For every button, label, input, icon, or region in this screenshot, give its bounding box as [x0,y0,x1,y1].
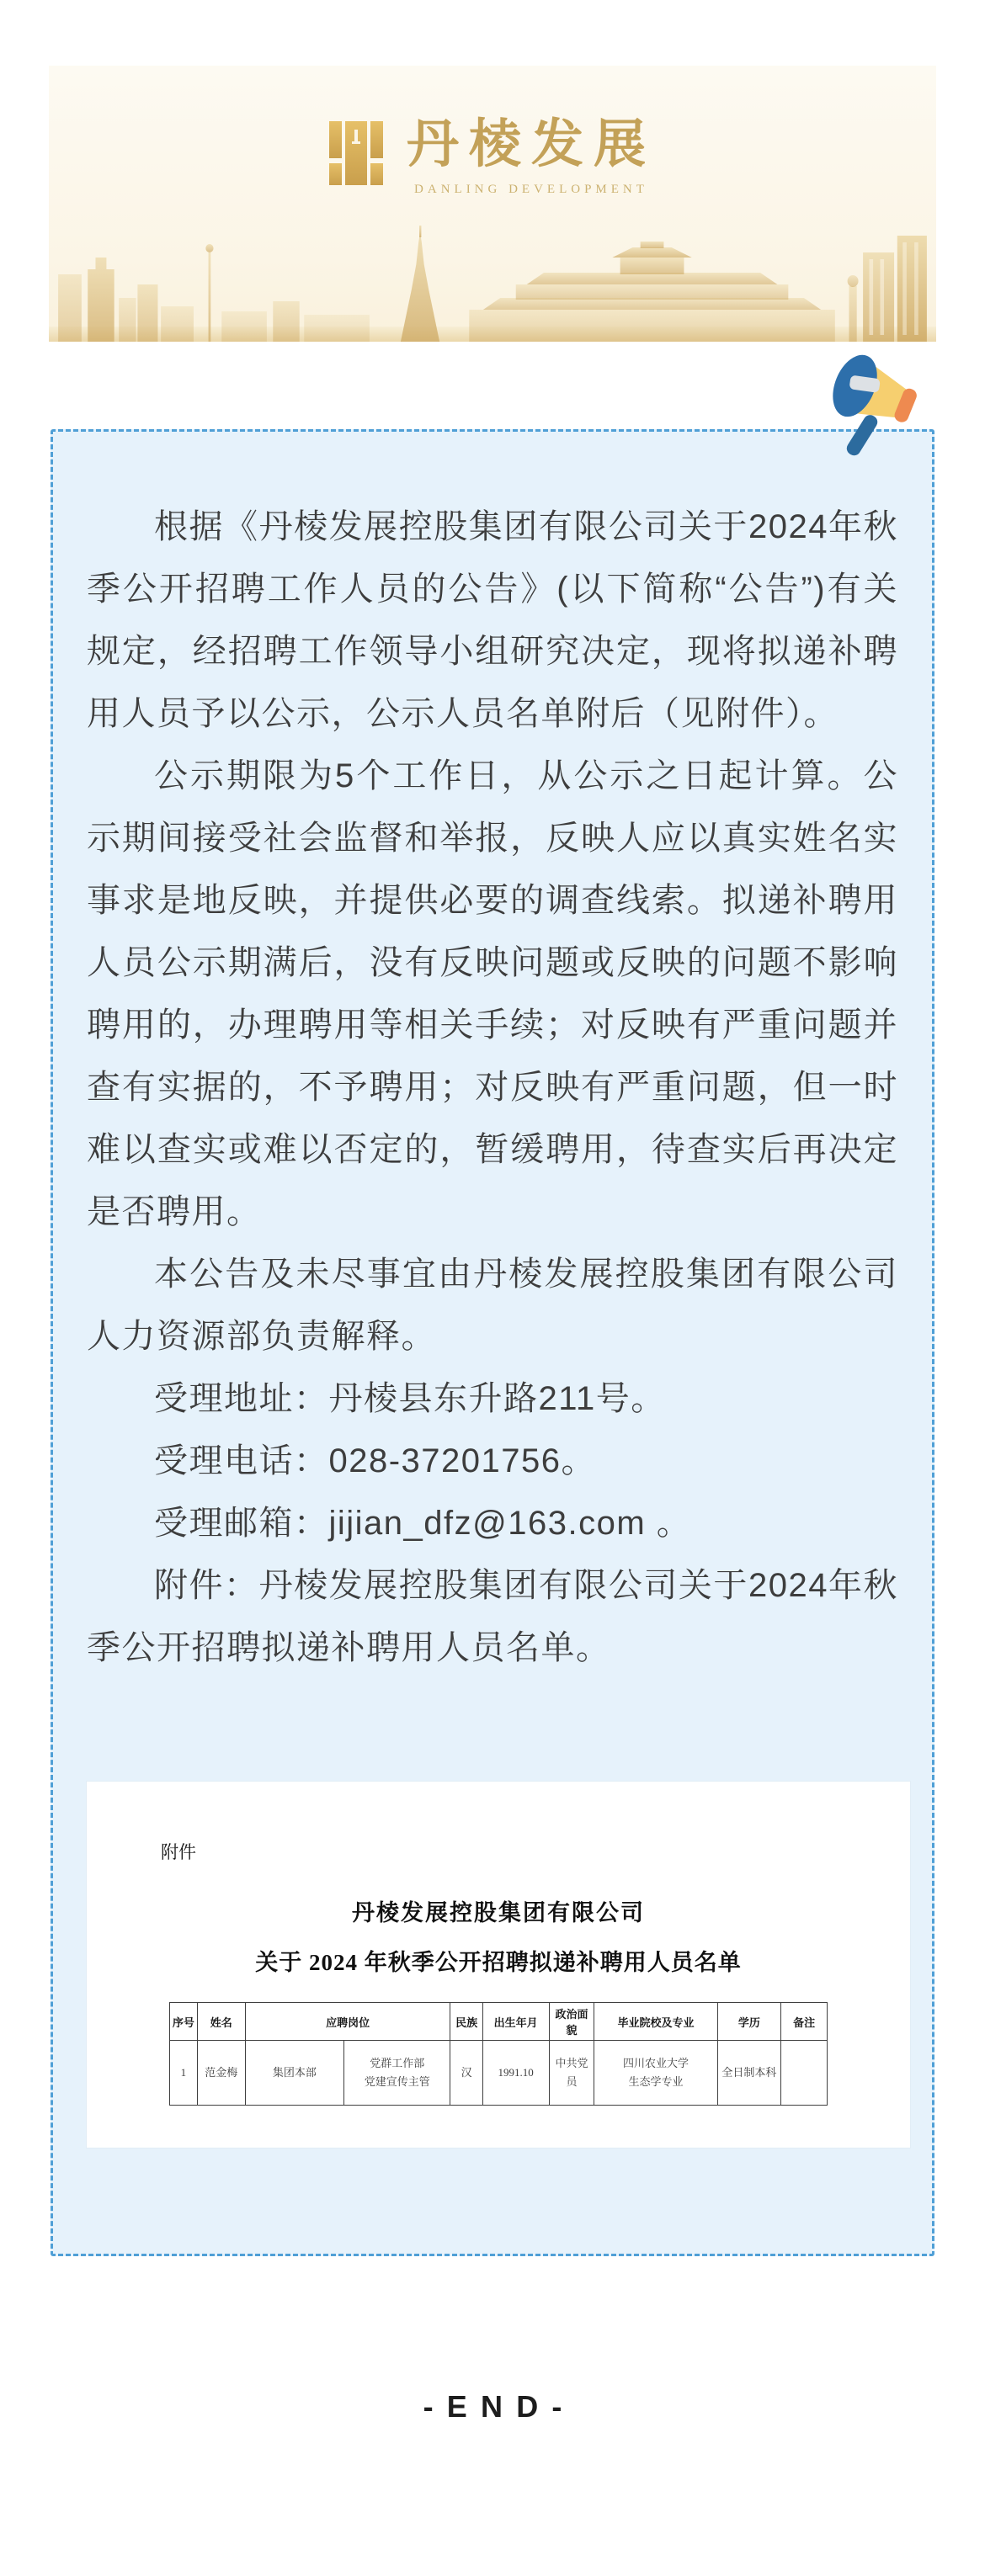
megaphone-icon [823,343,931,470]
col-school: 毕业院校及专业 [594,2003,717,2041]
col-degree: 学历 [717,2003,781,2041]
table-header-row [170,2003,828,2041]
article-footer [0,2389,985,2458]
cell-index: 1 [170,2041,198,2106]
col-birth: 出生年月 [482,2003,549,2041]
header-banner [49,66,936,342]
col-political: 政治面貌 [549,2003,594,2041]
cell-school [594,2041,717,2106]
brand-text-block [407,118,656,197]
cell-position-dept-line2: 党建宣传主管 [364,2075,430,2088]
col-name: 姓名 [197,2003,245,2041]
cell-school-line2: 生态学专业 [628,2075,684,2088]
attachment-label: 附件 [161,1842,196,1862]
line-email: 受理邮箱：jijian_dfz@163.com 。 [154,1505,692,1542]
paragraph-basis: 根据《丹棱发展控股集团有限公司关于2024年秋季公开招聘工作人员的公告》(以下简称“公告”)有关规定，经招聘工作领导小组研究决定，现将拟递补聘用人员予以公示，公示人员名单附后（见附件）。 [87,508,898,732]
col-ethnicity: 民族 [450,2003,482,2041]
cell-political: 中共党员 [549,2041,594,2106]
paragraph-publicity-period: 公示期限为5个工作日，从公示之日起计算。公示期间接受社会监督和举报，反映人应以真实姓名实事求是地反映，并提供必要的调查线索。拟递补聘用人员公示期满后，没有反映问题或反映的问题不影响聘用的，办理聘用等相关手续；对反映有严重问题并查有实据的，不予聘用；对反映有严重问题，但一时难以查实或难以否定的，暂缓聘用，待查实后再决定是否聘用。 [87,757,898,1230]
cell-degree: 全日制本科 [717,2041,781,2106]
end-divider: -END- [423,2389,576,2424]
attachment-title-list: 关于 2024 年秋季公开招聘拟递补聘用人员名单 [255,1950,742,1975]
paragraph-interpretation: 本公告及未尽事宜由丹棱发展控股集团有限公司人力资源部负责解释。 [87,1256,898,1355]
logo [49,118,936,197]
col-remark: 备注 [781,2003,828,2041]
attachment-document-image[interactable] [87,1782,910,2148]
cell-position-org: 集团本部 [245,2041,343,2106]
city-skyline-icon [49,226,936,342]
cell-ethnicity: 汉 [450,2041,482,2106]
line-phone: 受理电话：028-37201756。 [154,1442,597,1479]
cell-school-line1: 四川农业大学 [622,2056,689,2069]
line-address: 受理地址：丹棱县东升路211号。 [154,1380,666,1417]
cell-birth: 1991.10 [482,2041,549,2106]
table-row [170,2041,828,2106]
col-position: 应聘岗位 [245,2003,450,2041]
cell-name: 范金梅 [197,2041,245,2106]
attachment-title-company: 丹棱发展控股集团有限公司 [352,1900,645,1925]
line-attachment-note: 附件：丹棱发展控股集团有限公司关于2024年秋季公开招聘拟递补聘用人员名单。 [87,1567,898,1666]
gold-bars-logo-mark-icon [329,121,383,185]
cell-position-dept-line1: 党群工作部 [370,2056,425,2069]
brand-name: 丹棱发展 [406,116,656,173]
notice-text [87,496,898,1679]
col-index: 序号 [170,2003,198,2041]
brand-name-en: DANLING DEVELOPMENT [414,183,648,197]
cell-remark [781,2041,828,2106]
announcement-body [51,429,934,2256]
cell-position-dept [343,2041,450,2106]
candidate-table [169,2002,828,2106]
